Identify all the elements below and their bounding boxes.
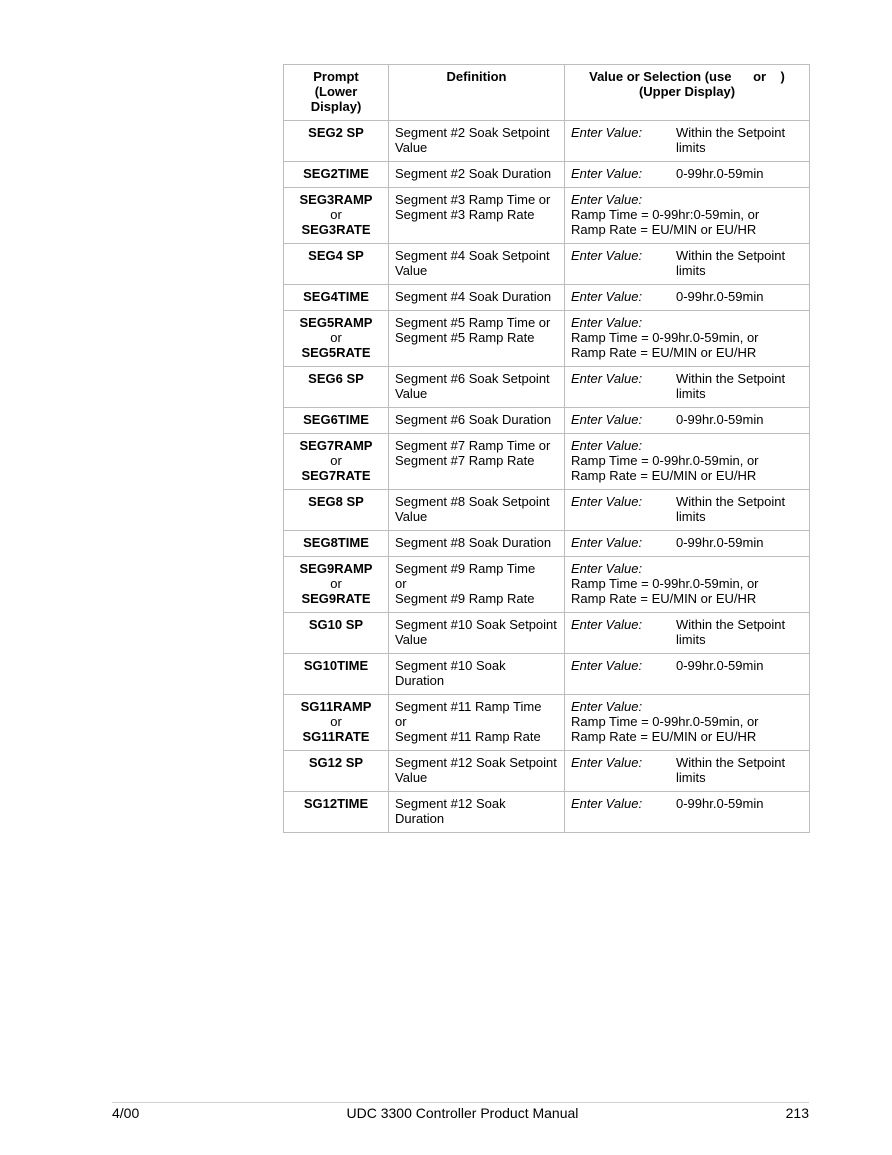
table-row (284, 434, 810, 490)
footer-divider (112, 1102, 809, 1103)
definition-cell: Segment #7 Ramp Time or Segment #7 Ramp Rate (389, 434, 565, 490)
definition-cell: Segment #6 Soak Duration (389, 408, 565, 434)
definition-cell: Segment #11 Ramp Time or Segment #11 Ramp Rate (389, 695, 565, 751)
prompt-cell: SEG4 SP (284, 244, 389, 285)
table-row (284, 613, 810, 654)
prompt-cell: SG12TIME (284, 792, 389, 833)
table-row (284, 654, 810, 695)
definition-cell: Segment #12 Soak Setpoint Value (389, 751, 565, 792)
page-number: 213 (785, 1105, 809, 1121)
definition-cell: Segment #9 Ramp Time or Segment #9 Ramp Rate (389, 557, 565, 613)
setpoint-program-table (283, 64, 810, 833)
prompt-cell: SEG2TIME (284, 162, 389, 188)
table-row (284, 188, 810, 244)
header-definition: Definition (389, 65, 565, 121)
value-cell: Enter Value: Within the Setpoint limits (565, 121, 810, 162)
value-cell: Enter Value: 0-99hr.0-59min (565, 654, 810, 695)
table-row (284, 557, 810, 613)
table-row (284, 367, 810, 408)
table-row (284, 162, 810, 188)
value-cell: Enter Value: Ramp Time = 0-99hr.0-59min, or Ramp Rate = EU/MIN or EU/HR (565, 557, 810, 613)
prompt-cell: SEG6TIME (284, 408, 389, 434)
header-value-sub: (Upper Display) (638, 84, 736, 99)
value-cell: Enter Value: Within the Setpoint limits (565, 367, 810, 408)
table-row (284, 792, 810, 833)
value-cell: Enter Value: Ramp Time = 0-99hr:0-59min, or Ramp Rate = EU/MIN or EU/HR (565, 188, 810, 244)
table-row (284, 490, 810, 531)
value-cell: Enter Value: 0-99hr.0-59min (565, 285, 810, 311)
prompt-cell: SEG4TIME (284, 285, 389, 311)
prompt-cell: SEG5RAMP or SEG5RATE (284, 311, 389, 367)
table-row (284, 311, 810, 367)
prompt-cell: SEG8 SP (284, 490, 389, 531)
definition-cell: Segment #2 Soak Setpoint Value (389, 121, 565, 162)
prompt-cell: SEG8TIME (284, 531, 389, 557)
table-row (284, 531, 810, 557)
value-cell: Enter Value: Within the Setpoint limits (565, 613, 810, 654)
prompt-cell: SG10TIME (284, 654, 389, 695)
table-row (284, 751, 810, 792)
header-prompt: Prompt (Lower Display) (284, 65, 389, 121)
table-row (284, 121, 810, 162)
definition-cell: Segment #4 Soak Duration (389, 285, 565, 311)
table-row (284, 244, 810, 285)
table-row (284, 285, 810, 311)
table-row (284, 408, 810, 434)
prompt-cell: SEG3RAMP or SEG3RATE (284, 188, 389, 244)
prompt-cell: SEG6 SP (284, 367, 389, 408)
value-cell: Enter Value: Within the Setpoint limits (565, 490, 810, 531)
definition-cell: Segment #4 Soak Setpoint Value (389, 244, 565, 285)
prompt-cell: SG12 SP (284, 751, 389, 792)
definition-cell: Segment #8 Soak Setpoint Value (389, 490, 565, 531)
header-prompt-sub: (Lower Display) (310, 84, 362, 114)
value-cell: Enter Value: Within the Setpoint limits (565, 244, 810, 285)
value-cell: Enter Value: Ramp Time = 0-99hr.0-59min, or Ramp Rate = EU/MIN or EU/HR (565, 695, 810, 751)
value-cell: Enter Value: Ramp Time = 0-99hr.0-59min, or Ramp Rate = EU/MIN or EU/HR (565, 311, 810, 367)
prompt-cell: SG11RAMP or SG11RATE (284, 695, 389, 751)
definition-cell: Segment #2 Soak Duration (389, 162, 565, 188)
page-footer (112, 1105, 809, 1121)
prompt-cell: SEG2 SP (284, 121, 389, 162)
prompt-cell: SEG7RAMP or SEG7RATE (284, 434, 389, 490)
value-cell: Enter Value: 0-99hr.0-59min (565, 408, 810, 434)
table-header-row (284, 65, 810, 121)
definition-cell: Segment #3 Ramp Time or Segment #3 Ramp Rate (389, 188, 565, 244)
value-cell: Enter Value: 0-99hr.0-59min (565, 162, 810, 188)
definition-cell: Segment #10 Soak Setpoint Value (389, 613, 565, 654)
prompt-cell: SG10 SP (284, 613, 389, 654)
value-cell: Enter Value: Within the Setpoint limits (565, 751, 810, 792)
definition-cell: Segment #5 Ramp Time or Segment #5 Ramp Rate (389, 311, 565, 367)
value-cell: Enter Value: Ramp Time = 0-99hr.0-59min, or Ramp Rate = EU/MIN or EU/HR (565, 434, 810, 490)
footer-date: 4/00 (112, 1105, 140, 1121)
value-cell: Enter Value: 0-99hr.0-59min (565, 792, 810, 833)
definition-cell: Segment #6 Soak Setpoint Value (389, 367, 565, 408)
definition-cell: Segment #10 Soak Duration (389, 654, 565, 695)
footer-title: UDC 3300 Controller Product Manual (346, 1105, 579, 1121)
value-cell: Enter Value: 0-99hr.0-59min (565, 531, 810, 557)
definition-cell: Segment #8 Soak Duration (389, 531, 565, 557)
definition-cell: Segment #12 Soak Duration (389, 792, 565, 833)
header-value: Value or Selection (use or ) (Upper Display) (565, 65, 810, 121)
prompt-cell: SEG9RAMP or SEG9RATE (284, 557, 389, 613)
table-row (284, 695, 810, 751)
